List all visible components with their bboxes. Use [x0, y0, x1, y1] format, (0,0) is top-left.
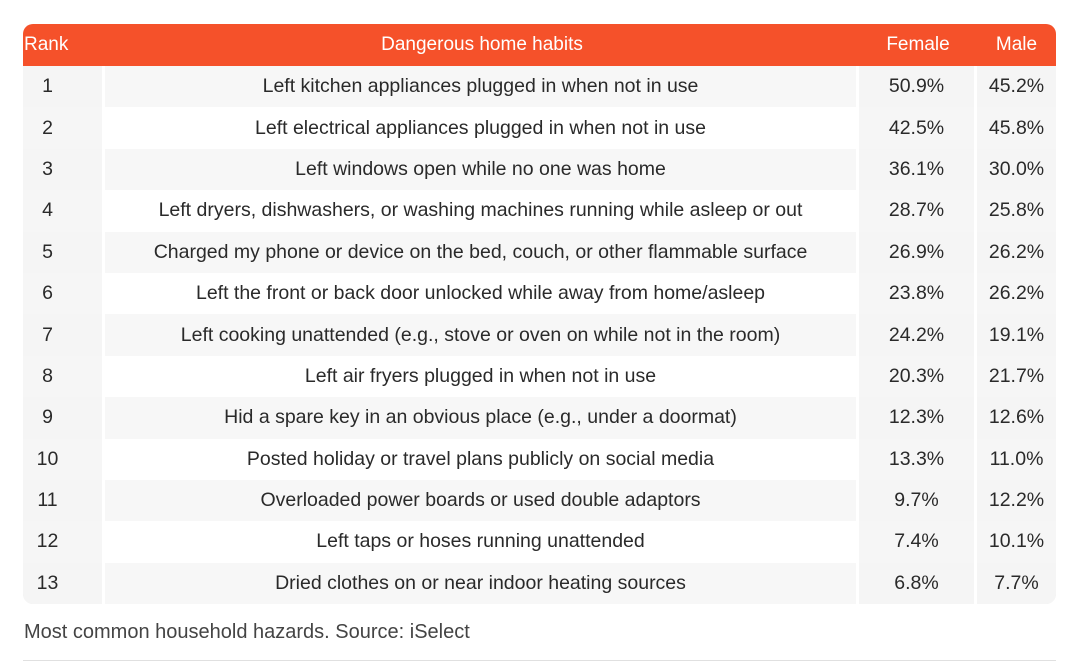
- rank-cell: 3: [23, 149, 105, 190]
- hazards-table: [23, 24, 1056, 604]
- table-row: [23, 107, 1056, 148]
- table-row: [23, 66, 1056, 107]
- habit-cell: Dried clothes on or near indoor heating sources: [105, 563, 859, 604]
- habit-cell: Left windows open while no one was home: [105, 149, 859, 190]
- male-value-cell: 10.1%: [977, 521, 1056, 562]
- table-row: [23, 480, 1056, 521]
- column-header-habit: Dangerous home habits: [105, 24, 859, 66]
- female-value-cell: 36.1%: [859, 149, 977, 190]
- rank-cell: 1: [23, 66, 105, 107]
- table-row: [23, 439, 1056, 480]
- male-value-cell: 30.0%: [977, 149, 1056, 190]
- table-row: [23, 356, 1056, 397]
- rank-cell: 8: [23, 356, 105, 397]
- table-row: [23, 521, 1056, 562]
- male-value-cell: 19.1%: [977, 314, 1056, 355]
- habit-cell: Left electrical appliances plugged in when not in use: [105, 107, 859, 148]
- female-value-cell: 13.3%: [859, 439, 977, 480]
- table-row: [23, 563, 1056, 604]
- rank-cell: 7: [23, 314, 105, 355]
- rank-cell: 11: [23, 480, 105, 521]
- rank-cell: 2: [23, 107, 105, 148]
- female-value-cell: 42.5%: [859, 107, 977, 148]
- female-value-cell: 50.9%: [859, 66, 977, 107]
- habit-cell: Overloaded power boards or used double adaptors: [105, 480, 859, 521]
- habit-cell: Left cooking unattended (e.g., stove or oven on while not in the room): [105, 314, 859, 355]
- divider: [23, 660, 1056, 661]
- male-value-cell: 45.8%: [977, 107, 1056, 148]
- rank-cell: 12: [23, 521, 105, 562]
- table-row: [23, 232, 1056, 273]
- female-value-cell: 26.9%: [859, 232, 977, 273]
- female-value-cell: 12.3%: [859, 397, 977, 438]
- hazards-table-container: [23, 24, 1056, 604]
- table-row: [23, 273, 1056, 314]
- female-value-cell: 9.7%: [859, 480, 977, 521]
- female-value-cell: 20.3%: [859, 356, 977, 397]
- habit-cell: Posted holiday or travel plans publicly on social media: [105, 439, 859, 480]
- table-row: [23, 149, 1056, 190]
- rank-cell: 5: [23, 232, 105, 273]
- column-header-female: Female: [859, 24, 977, 66]
- column-header-male: Male: [977, 24, 1056, 66]
- habit-cell: Left the front or back door unlocked while away from home/asleep: [105, 273, 859, 314]
- table-body: [23, 66, 1056, 604]
- female-value-cell: 23.8%: [859, 273, 977, 314]
- habit-cell: Charged my phone or device on the bed, couch, or other flammable surface: [105, 232, 859, 273]
- table-row: [23, 190, 1056, 231]
- rank-cell: 4: [23, 190, 105, 231]
- male-value-cell: 26.2%: [977, 273, 1056, 314]
- male-value-cell: 21.7%: [977, 356, 1056, 397]
- female-value-cell: 28.7%: [859, 190, 977, 231]
- male-value-cell: 45.2%: [977, 66, 1056, 107]
- male-value-cell: 12.2%: [977, 480, 1056, 521]
- male-value-cell: 7.7%: [977, 563, 1056, 604]
- male-value-cell: 11.0%: [977, 439, 1056, 480]
- male-value-cell: 26.2%: [977, 232, 1056, 273]
- column-header-rank: Rank: [23, 24, 105, 66]
- male-value-cell: 25.8%: [977, 190, 1056, 231]
- habit-cell: Left dryers, dishwashers, or washing machines running while asleep or out: [105, 190, 859, 231]
- habit-cell: Left air fryers plugged in when not in use: [105, 356, 859, 397]
- rank-cell: 9: [23, 397, 105, 438]
- rank-cell: 13: [23, 563, 105, 604]
- female-value-cell: 7.4%: [859, 521, 977, 562]
- table-row: [23, 397, 1056, 438]
- figure-caption: Most common household hazards. Source: iSelect: [24, 621, 470, 643]
- female-value-cell: 24.2%: [859, 314, 977, 355]
- female-value-cell: 6.8%: [859, 563, 977, 604]
- table-row: [23, 314, 1056, 355]
- rank-cell: 10: [23, 439, 105, 480]
- male-value-cell: 12.6%: [977, 397, 1056, 438]
- habit-cell: Left kitchen appliances plugged in when not in use: [105, 66, 859, 107]
- rank-cell: 6: [23, 273, 105, 314]
- habit-cell: Left taps or hoses running unattended: [105, 521, 859, 562]
- table-header-row: [23, 24, 1056, 66]
- habit-cell: Hid a spare key in an obvious place (e.g., under a doormat): [105, 397, 859, 438]
